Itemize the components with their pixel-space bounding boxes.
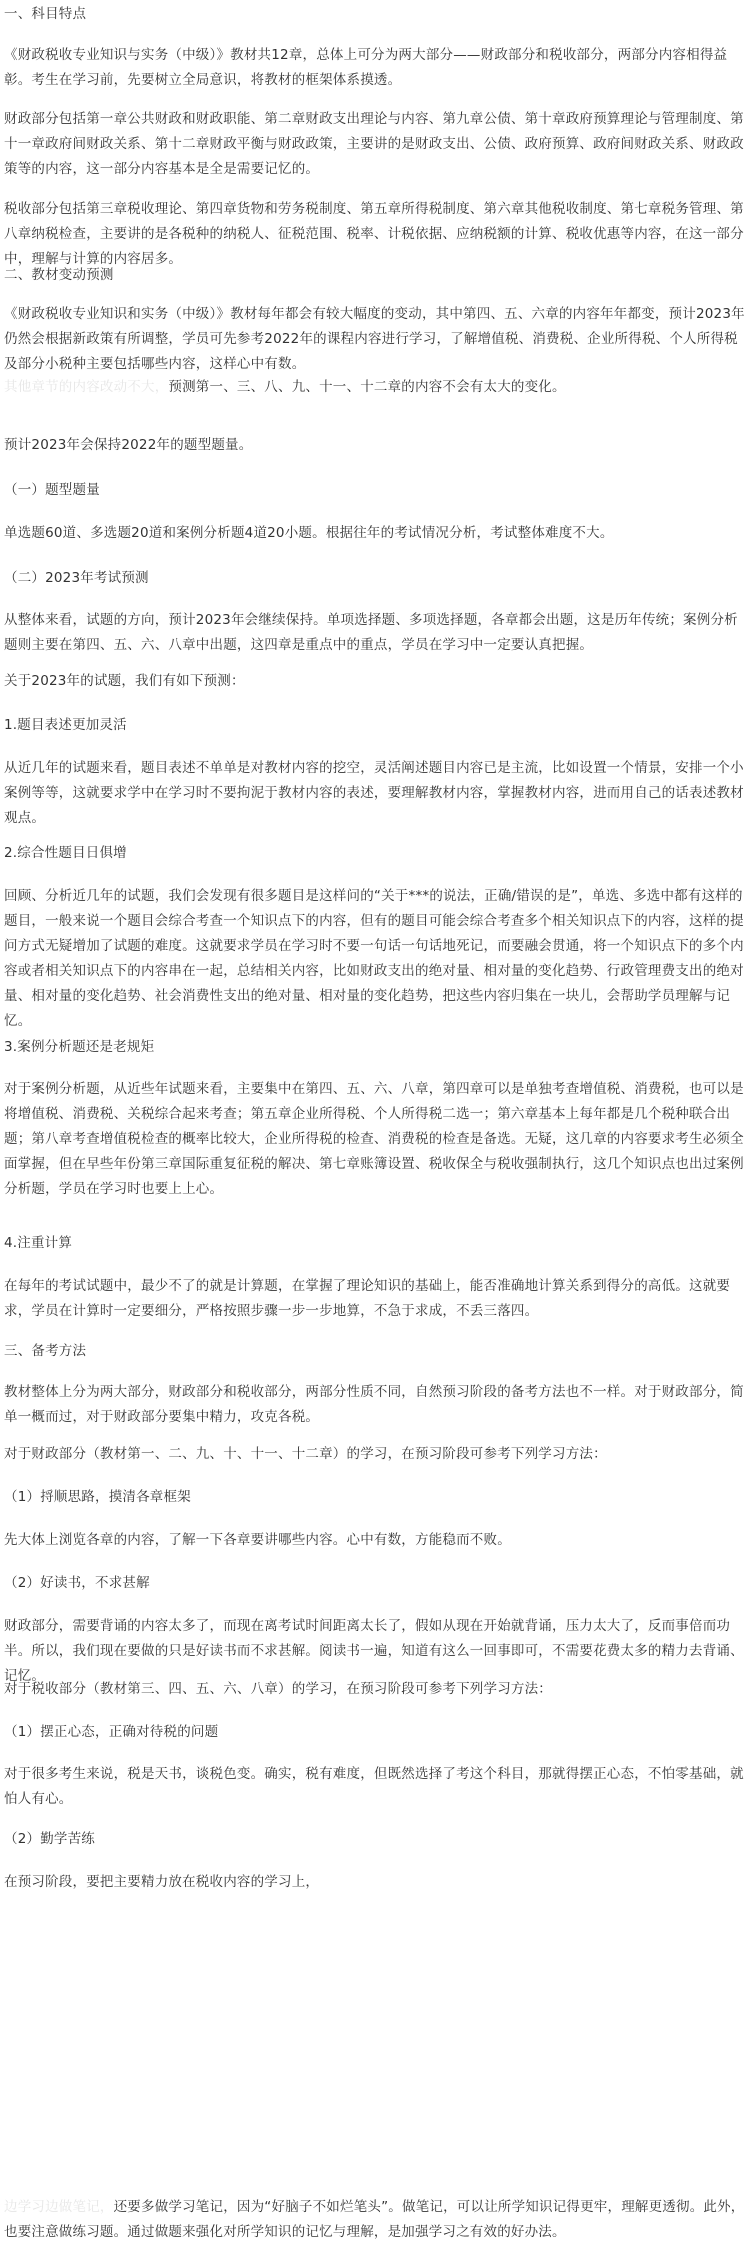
paragraph-forecast-intro: 关于2023年的试题，我们有如下预测：	[4, 673, 245, 689]
item-title-case-analysis: 3.案例分析题还是老规矩	[4, 1039, 155, 1055]
section-heading-features: 一、科目特点	[4, 6, 87, 22]
tip-title-framework: （1）捋顺思路，摸清各章框架	[4, 1489, 191, 1505]
paragraph-exam-forecast: 从整体来看，试题的方向，预计2023年会继续保持。单项选择题、多项选择题，各章都会出题，这是历年传统；案例分析题则主要在第四、五、六、八章中出题，这四章是重点中的重点，学员在学习中一定要认真把握。	[4, 612, 738, 653]
paragraph-question-volume: 预计2023年会保持2022年的题型题量。	[4, 437, 253, 453]
section-heading-prediction: 二、教材变动预测	[4, 267, 114, 283]
item-title-comprehensive: 2.综合性题目日俱增	[4, 845, 127, 861]
tip-text-reading: 财政部分，需要背诵的内容太多了，而现在离考试时间距离太长了，假如从现在开始就背诵，压力太大了，反而事倍而功半。所以，我们现在要做的只是好读书而不求甚解。阅读书一遍，知道有这么一回事即可，不需要花费太多的精力去背诵、记忆。	[4, 1618, 744, 1684]
item-title-flexible: 1.题目表述更加灵活	[4, 717, 127, 733]
section-heading-methods: 三、备考方法	[4, 1343, 87, 1359]
tip-text-practice: 在预习阶段，要把主要精力放在税收内容的学习上，	[4, 1874, 320, 1890]
tip-title-practice: （2）勤学苦练	[4, 1831, 95, 1847]
item-text-comprehensive: 回顾、分析近几年的试题，我们会发现有很多题目是这样问的“关于***的说法，正确/错误的是”，单选、多选中都有这样的题目，一般来说一个题目会综合考查一个知识点下的内容，但有的题目可能会综合考查多个相关知识点下的内容，这样的提问方式无疑增加了试题的难度。这就要求学员在学习时不要一句话一句话地死记，而要融会贯通，将一个知识点下的多个内容或者相关知识点下的内容串在一起，总结相关内容，比如财政支出的绝对量、相对量的变化趋势、行政管理费支出的绝对量、相对量的变化趋势、社会消费性支出的绝对量、相对量的变化趋势，把这些内容归集在一块儿，会帮助学员理解与记忆。	[4, 888, 744, 1029]
tip-text-mindset: 对于很多考生来说，税是天书，谈税色变。确实，税有难度，但既然选择了考这个科目，那就得摆正心态，不怕零基础，就怕人有心。	[4, 1766, 744, 1807]
tip-text-framework: 先大体上浏览各章的内容，了解一下各章要讲哪些内容。心中有数，方能稳而不败。	[4, 1532, 511, 1548]
sub-heading-question-types: （一）题型题量	[4, 482, 100, 498]
paragraph-notes-practice: 边学习边做笔记，还要多做学习笔记，因为“好脑子不如烂笔头”。做笔记，可以让所学知识记得更牢，理解更透彻。此外，也要注意做练习题。通过做题来强化对所学知识的记忆与理解，是加强学习之有效的好办法。	[4, 2199, 745, 2240]
paragraph-unchanged-chapters: 其他章节的内容改动不大，预测第一、三、八、九、十一、十二章的内容不会有太大的变化。	[4, 379, 566, 395]
paragraph-textbook-change: 《财政税收专业知识和实务（中级）》教材每年都会有较大幅度的变动，其中第四、五、六章的内容年年都变，预计2023年仍然会根据新政策有所调整，学员可先参考2022年的课程内容进行学习，了解增值税、消费税、企业所得税、个人所得税及部分小税种主要包括哪些内容，这样心中有数。	[4, 306, 745, 372]
paragraph-finance-intro: 对于财政部分（教材第一、二、九、十、十一、十二章）的学习，在预习阶段可参考下列学习方法：	[4, 1446, 607, 1462]
item-text-calculation: 在每年的考试试题中，最少不了的就是计算题，在掌握了理论知识的基础上，能否准确地计算关系到得分的高低。这就要求，学员在计算时一定要细分，严格按照步骤一步一步地算，不急于求成，不丢三落四。	[4, 1278, 731, 1319]
paragraph-question-types: 单选题60道、多选题20道和案例分析题4道20小题。根据往年的考试情况分析，考试整体难度不大。	[4, 525, 614, 541]
paragraph-methods-intro: 教材整体上分为两大部分，财政部分和税收部分，两部分性质不同，自然预习阶段的备考方法也不一样。对于财政部分，简单一概而过，对于财政部分要集中精力，攻克各税。	[4, 1384, 744, 1425]
paragraph-finance-part: 财政部分包括第一章公共财政和财政职能、第二章财政支出理论与内容、第九章公债、第十章政府预算理论与管理制度、第十一章政府间财政关系、第十二章财政平衡与财政政策，主要讲的是财政支出、公债、政府预算、政府间财政关系、财政政策等的内容，这一部分内容基本是全是需要记忆的。	[4, 111, 744, 177]
faded-text: 其他章节的内容改动不大，	[4, 379, 169, 395]
item-text-flexible: 从近几年的试题来看，题目表述不单单是对教材内容的挖空，灵活阐述题目内容已是主流，比如设置一个情景，安排一个小案例等等，这就要求学中在学习时不要拘泥于教材内容的表述，要理解教材内容，掌握教材内容，进而用自己的话表述教材观点。	[4, 760, 744, 826]
paragraph-intro: 《财政税收专业知识与实务（中级）》教材共12章，总体上可分为两大部分——财政部分和税收部分，两部分内容相得益彰。考生在学习前，先要树立全局意识，将教材的框架体系摸透。	[4, 47, 728, 88]
sub-heading-exam-forecast: （二）2023年考试预测	[4, 570, 149, 586]
faded-text: 边学习边做笔记，	[4, 2199, 114, 2215]
tip-title-mindset: （1）摆正心态，正确对待税的问题	[4, 1724, 219, 1740]
item-title-calculation: 4.注重计算	[4, 1235, 73, 1251]
tip-title-reading: （2）好读书，不求甚解	[4, 1575, 150, 1591]
paragraph-tax-part: 税收部分包括第三章税收理论、第四章货物和劳务税制度、第五章所得税制度、第六章其他税收制度、第七章税务管理、第八章纳税检查，主要讲的是各税种的纳税人、征税范围、税率、计税依据、应纳税额的计算、税收优惠等内容，在这一部分中，理解与计算的内容居多。	[4, 201, 744, 267]
paragraph-tax-intro: 对于税收部分（教材第三、四、五、六、八章）的学习，在预习阶段可参考下列学习方法：	[4, 1681, 552, 1697]
item-text-case-analysis: 对于案例分析题，从近些年试题来看，主要集中在第四、五、六、八章，第四章可以是单独考查增值税、消费税，也可以是将增值税、消费税、关税综合起来考查；第五章企业所得税、个人所得税二选一；第六章基本上每年都是几个税种联合出题；第八章考查增值税检查的概率比较大，企业所得税的检查、消费税的检查是备选。无疑，这几章的内容要求考生必须全面掌握，但在早些年份第三章国际重复征税的解决、第七章账簿设置、税收保全与税收强制执行，这几个知识点也出过案例分析题，学员在学习时也要上上心。	[4, 1081, 744, 1197]
